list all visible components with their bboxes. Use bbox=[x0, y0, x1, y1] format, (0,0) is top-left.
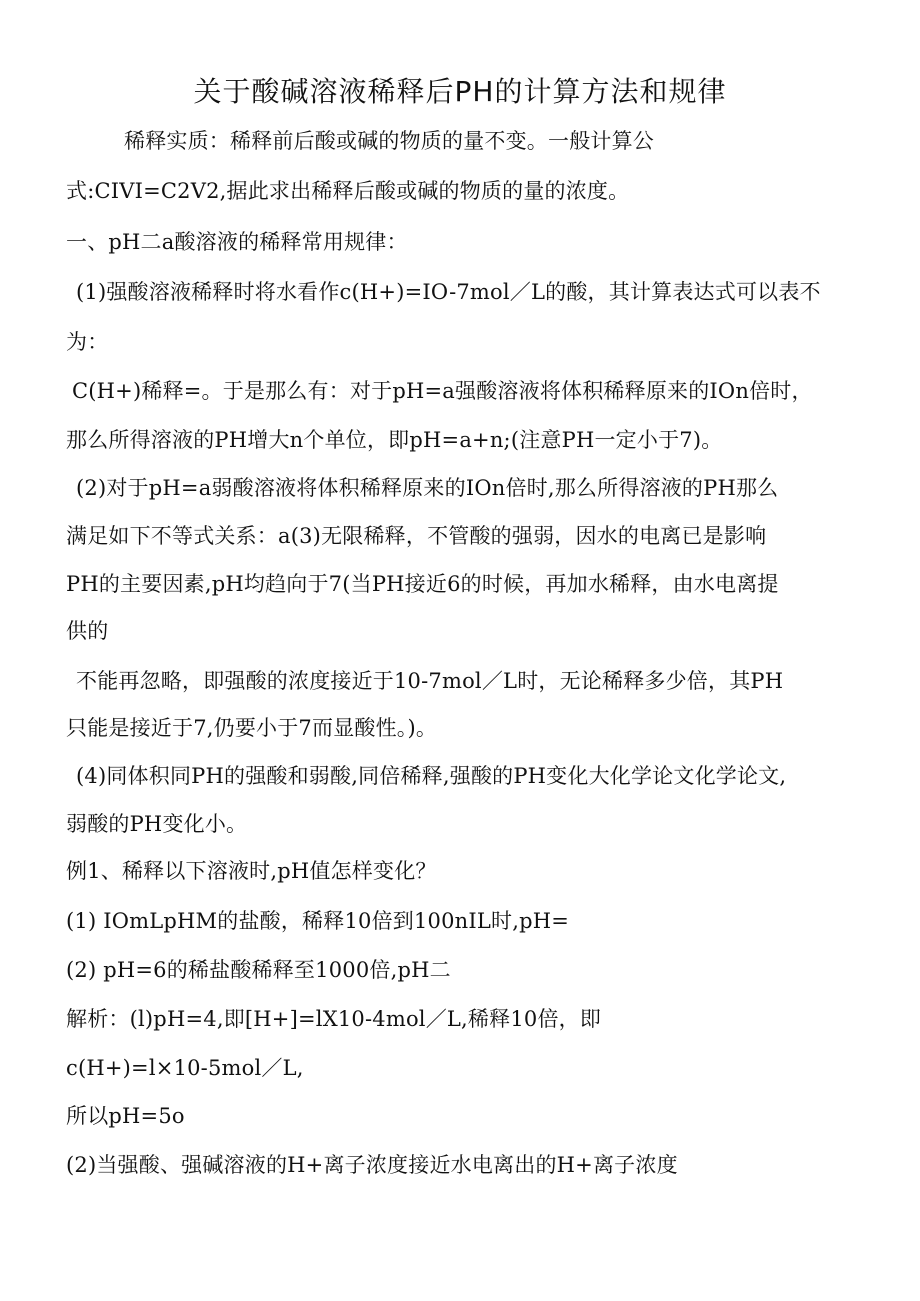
paragraph-line: C(H+)稀释=。于是那么有：对于pH=a强酸溶液将体积稀释原来的IOn倍时， bbox=[72, 379, 813, 403]
solution-line: 所以pH=5o bbox=[66, 1104, 185, 1128]
solution-line: c(H+)=l×10-5mol／L, bbox=[66, 1056, 304, 1080]
paragraph-line: 那么所得溶液的PH增大n个单位，即pH=a+n;(注意PH一定小于7)。 bbox=[66, 428, 723, 452]
paragraph-line: 为： bbox=[66, 330, 109, 354]
paragraph-line: 满足如下不等式关系：a(3)无限稀释，不管酸的强弱，因水的电离已是影响 bbox=[66, 524, 767, 548]
paragraph-line: PH的主要因素,pH均趋向于7(当PH接近6的时候，再加水稀释，由水电离提 bbox=[66, 572, 779, 596]
example-question: (2) pH=6的稀盐酸稀释至1000倍,pH二 bbox=[66, 958, 451, 982]
paragraph-line: (4)同体积同PH的强酸和弱酸,同倍稀释,强酸的PH变化大化学论文化学论文, bbox=[76, 764, 787, 788]
paragraph-line: 式:CIVI=C2V2,据此求出稀释后酸或碱的物质的量的浓度。 bbox=[66, 179, 630, 203]
paragraph-line: 只能是接近于7,仍要小于7而显酸性。)。 bbox=[66, 716, 438, 740]
paragraph-line: 不能再忽略，即强酸的浓度接近于10-7mol／L时，无论稀释多少倍，其PH bbox=[76, 669, 784, 693]
paragraph-line: (1)强酸溶液稀释时将水看作c(H+)=IO-7mol／L的酸，其计算表达式可以表不 bbox=[76, 280, 821, 304]
example-heading: 例1、稀释以下溶液时,pH值怎样变化？ bbox=[66, 859, 437, 883]
paragraph-line: (2)对于pH=a弱酸溶液将体积稀释原来的IOn倍时,那么所得溶液的PH那么 bbox=[76, 476, 779, 500]
paragraph-line: 弱酸的PH变化小。 bbox=[66, 812, 248, 836]
section-heading: 一、pH二a酸溶液的稀释常用规律： bbox=[66, 230, 408, 254]
document-title: 关于酸碱溶液稀释后PH的计算方法和规律 bbox=[193, 75, 727, 108]
paragraph-line: 稀释实质：稀释前后酸或碱的物质的量不变。一般计算公 bbox=[124, 129, 654, 153]
example-question: (1) IOmLpHM的盐酸，稀释10倍到100nIL时,pH= bbox=[66, 909, 570, 933]
solution-line: 解析：(l)pH=4,即[H+]=lX10-4mol／L,稀释10倍，即 bbox=[66, 1007, 602, 1031]
solution-line: (2)当强酸、强碱溶液的H+离子浓度接近水电离出的H+离子浓度 bbox=[66, 1153, 678, 1177]
paragraph-line: 供的 bbox=[66, 619, 109, 643]
